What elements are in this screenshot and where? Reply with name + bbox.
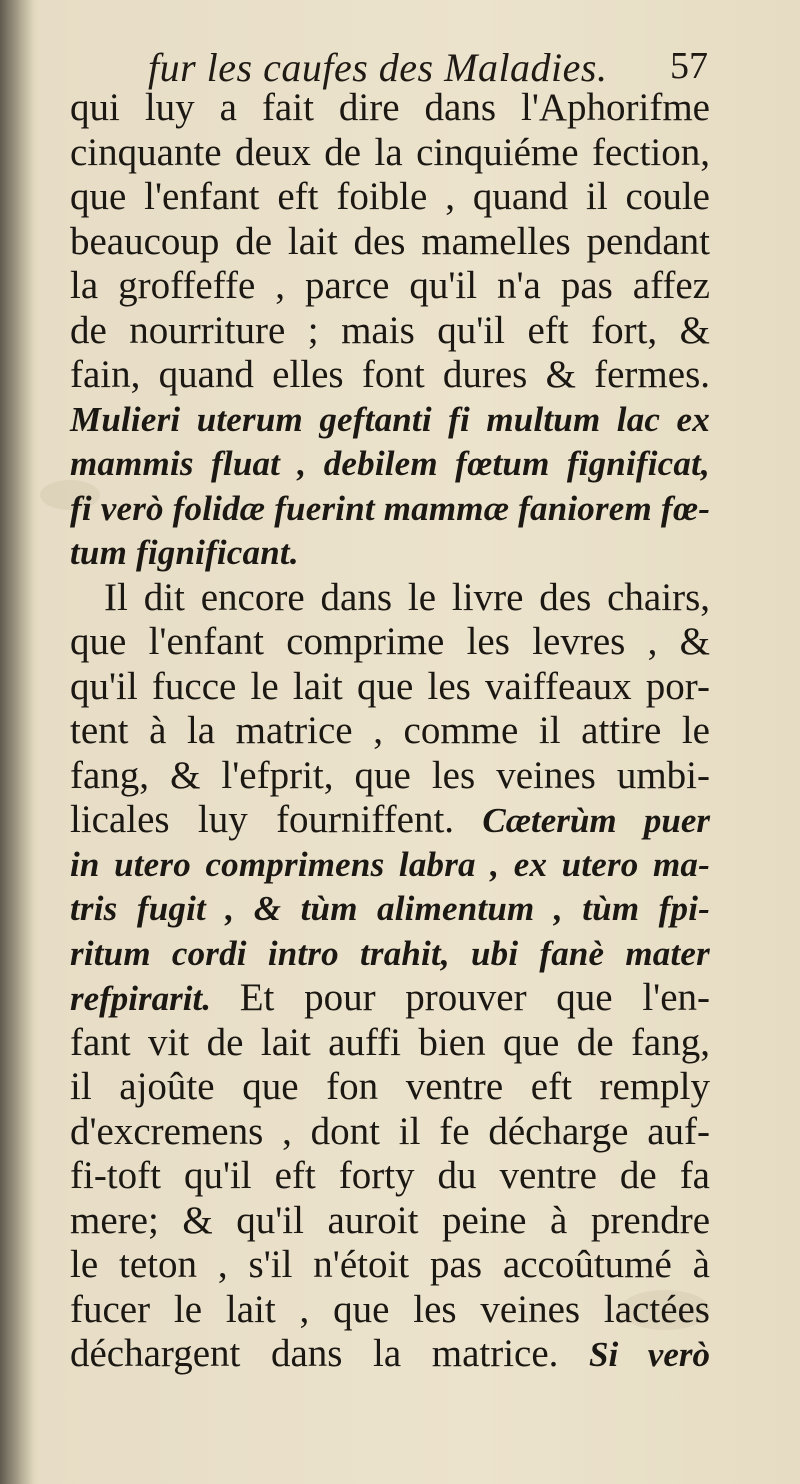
text-line: que l'enfant comprime les levres , & [70,620,710,663]
text-line: Il dit encore dans le livre des chairs, [104,575,710,619]
page-number: 57 [670,45,708,87]
text-line: qu'il fucce le lait que les vaiffeaux por- [70,664,710,708]
text-line: Mulieri uterum geftanti fi multum lac ex [70,399,710,439]
text-line: in utero comprimens labra , ex utero ma- [70,844,710,884]
line-italic-part: Cæterùm puer [482,801,710,840]
line-italic-part: Si verò [589,1335,710,1374]
text-line: tris fugit , & tùm alimentum , tùm fpi- [70,889,710,928]
text-line: de nourriture ; mais qu'il eft fort, & [70,308,710,352]
text-line: la groffeffe , parce qu'il n'a pas affez [70,264,710,307]
text-line: tent à la matrice , comme il attire le [70,709,710,752]
text-line: tum fignificant. [70,533,299,572]
text-line [70,976,710,1021]
text-line: fang, & l'efprit, que les veines umbi- [70,753,710,797]
text-line: beaucoup de lait des mamelles pendant [70,219,710,263]
binding-shadow [0,0,34,1484]
line-roman-part: licales luy fourniffent. [70,798,483,841]
text-line: d'excremens , dont il fe décharge auf- [70,1109,710,1153]
line-roman-part: Et pour prouver que l'en- [239,976,710,1019]
text-line: il ajoûte que fon ventre eft remply [70,1065,710,1108]
text-line: ritum cordi intro trahit, ubi fanè mater [70,933,710,973]
text-line: que l'enfant eft foible , quand il coule [70,175,710,218]
line-italic-part: refpirarit. [70,979,240,1018]
text-line [70,798,710,843]
text-line: fi-toft qu'il eft forty du ventre de fa [70,1154,710,1197]
line-roman-part: déchargent dans la matrice. [70,1332,590,1375]
text-line: cinquante deux de la cinquiéme fection, [70,130,710,174]
text-line: mammis fluat , debilem fœtum fignificat, [70,444,710,483]
text-line: fi verò folidæ fuerint mammæ faniorem fœ- [70,488,711,528]
text-line: le teton , s'il n'étoit pas accoûtumé à [70,1243,710,1286]
text-line [70,1332,710,1377]
text-line: mere; & qu'il auroit peine à prendre [70,1198,710,1242]
body-text [70,86,710,1377]
running-title: fur les caufes des Maladies. [148,45,608,90]
text-line: fucer le lait , que les veines lactées [70,1287,710,1331]
text-line: fain, quand elles font dures & fermes. [70,353,710,396]
text-line: fant vit de lait auffi bien que de fang, [70,1020,710,1064]
text-line: qui luy a fait dire dans l'Aphorifme [70,86,710,129]
